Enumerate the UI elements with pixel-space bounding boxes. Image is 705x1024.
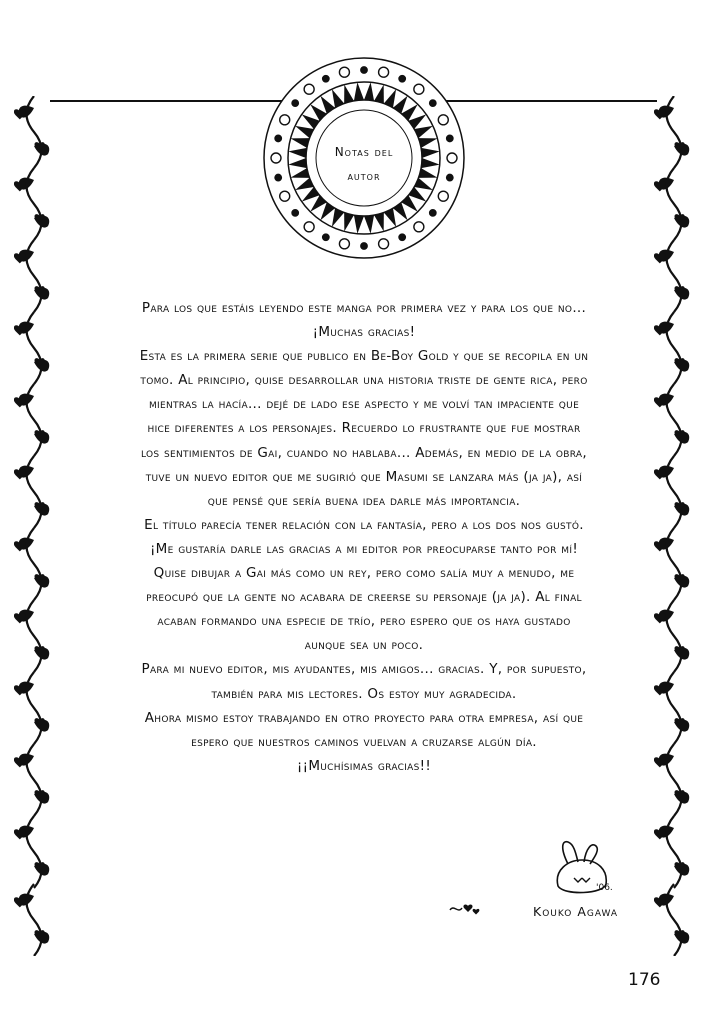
text-line: Esta es la primera serie que publico en Be-Boy Gold y que se recopila en un bbox=[139, 348, 589, 365]
emblem-title-line-1: Notas del bbox=[334, 145, 394, 159]
heart-vine-border-right-icon bbox=[654, 96, 694, 956]
text-line: los sentimientos de Gai, cuando no hablaba... Además, en medio de la obra, bbox=[141, 444, 587, 461]
text-line: preocupó que la gente no acabara de creerse su personaje (ja ja). Al final bbox=[146, 589, 582, 606]
text-line: Ahora mismo estoy trabajando en otro proyecto para otra empresa, así que bbox=[144, 709, 584, 726]
text-line: Quise dibujar a Gai más como un rey, pero como salía muy a menudo, me bbox=[153, 565, 575, 582]
author-signature: Kouko Agawa bbox=[533, 904, 619, 919]
text-line: tuve un nuevo editor que me sugirió que Masumi se lanzara más (ja ja), así bbox=[145, 468, 583, 485]
bunny-year-note: '06. bbox=[596, 883, 613, 893]
text-line: ¡Me gustaría darle las gracias a mi editor por preocuparse tanto por mí! bbox=[149, 540, 579, 557]
text-line: ¡Muchas gracias! bbox=[312, 324, 416, 341]
emblem-title-line-2: autor bbox=[347, 169, 381, 183]
text-line: mientras la hacía... dejé de lado ese aspecto y me volví tan impaciente que bbox=[148, 396, 580, 413]
page-number: 176 bbox=[628, 970, 661, 990]
text-line: hice diferentes a los personajes. Recuerdo lo frustrante que fue mostrar bbox=[147, 420, 581, 437]
text-line: también para mis lectores. Os estoy muy agradecida. bbox=[211, 685, 517, 702]
heart-vine-border-left-icon bbox=[14, 96, 54, 956]
hearts-doodle-icon bbox=[448, 898, 484, 918]
text-line: tomo. Al principio, quise desarrollar una historia triste de gente rica, pero bbox=[140, 372, 588, 389]
bunny-doodle-icon bbox=[550, 838, 628, 900]
author-notes-text bbox=[76, 296, 652, 778]
text-line: acaban formando una especie de trío, pero espero que os haya gustado bbox=[157, 613, 571, 630]
emblem-title bbox=[300, 140, 428, 188]
text-line: El título parecía tener relación con la fantasía, pero a los dos nos gustó. bbox=[144, 516, 584, 533]
text-line: Para mi nuevo editor, mis ayudantes, mis amigos... gracias. Y, por supuesto, bbox=[141, 661, 587, 678]
text-line: aunque sea un poco. bbox=[304, 637, 424, 654]
text-line: espero que nuestros caminos vuelvan a cruzarse algún día. bbox=[191, 733, 537, 750]
text-line: Para los que estáis leyendo este manga por primera vez y para los que no... bbox=[141, 300, 587, 316]
text-line: ¡¡Muchísimas gracias!! bbox=[296, 757, 432, 774]
text-line: que pensé que sería buena idea darle más importancia. bbox=[207, 492, 521, 509]
